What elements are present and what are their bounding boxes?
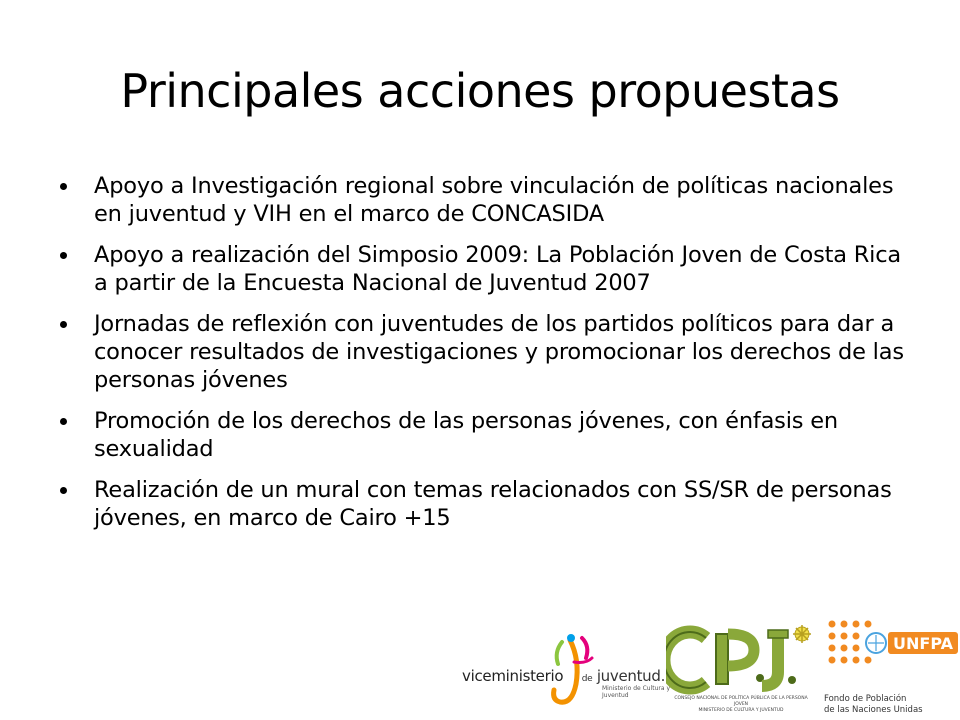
bullet-item bbox=[60, 241, 920, 297]
cpj-subtitle: CONSEJO NACIONAL DE POLÍTICA PÚBLICA DE LA PERSONA JOVEN MINISTERIO DE CULTURA Y JUVENTUD bbox=[674, 696, 808, 713]
bullet-dot-icon bbox=[60, 183, 67, 190]
viceministerio-wordmark: viceministerio de juventud. bbox=[462, 667, 666, 685]
bullet-dot-icon bbox=[60, 418, 67, 425]
bullet-item bbox=[60, 310, 920, 394]
bullet-dot-icon bbox=[60, 321, 67, 328]
svg-text:UNFPA: UNFPA bbox=[893, 634, 953, 653]
slide-title: Principales acciones propuestas bbox=[120, 64, 840, 118]
bullet-item bbox=[60, 172, 920, 228]
unfpa-logo bbox=[824, 616, 960, 720]
bullet-dot-icon bbox=[60, 252, 67, 259]
unfpa-emblem-icon bbox=[824, 616, 960, 686]
bullet-text: Realización de un mural con temas relacionados con SS/SR de personas jóvenes, en marco de Cairo +15 bbox=[94, 477, 892, 531]
bullet-item bbox=[60, 407, 920, 463]
logo-bar bbox=[440, 612, 960, 720]
bullet-list bbox=[60, 172, 920, 545]
unfpa-caption: Fondo de Población de las Naciones Unidas bbox=[824, 694, 923, 715]
cpj-logo bbox=[666, 620, 816, 720]
bullet-text: Apoyo a Investigación regional sobre vinculación de políticas nacionales en juventud y VIH en el marco de CONCASIDA bbox=[94, 173, 894, 227]
viceministerio-logo bbox=[462, 632, 690, 716]
bullet-item bbox=[60, 476, 920, 532]
bullet-text: Promoción de los derechos de las personas jóvenes, con énfasis en sexualidad bbox=[94, 408, 838, 462]
bullet-text: Apoyo a realización del Simposio 2009: La Población Joven de Costa Rica a partir de la Encuesta Nacional de Juventud 2007 bbox=[94, 242, 901, 296]
cpj-emblem-icon bbox=[666, 620, 816, 696]
viceministerio-tagline: Ministerio de Cultura y Juventud bbox=[602, 685, 671, 699]
bullet-text: Jornadas de reflexión con juventudes de los partidos políticos para dar a conocer resultados de investigaciones y promocionar los derechos de las personas jóvenes bbox=[94, 311, 904, 393]
bullet-dot-icon bbox=[60, 487, 67, 494]
